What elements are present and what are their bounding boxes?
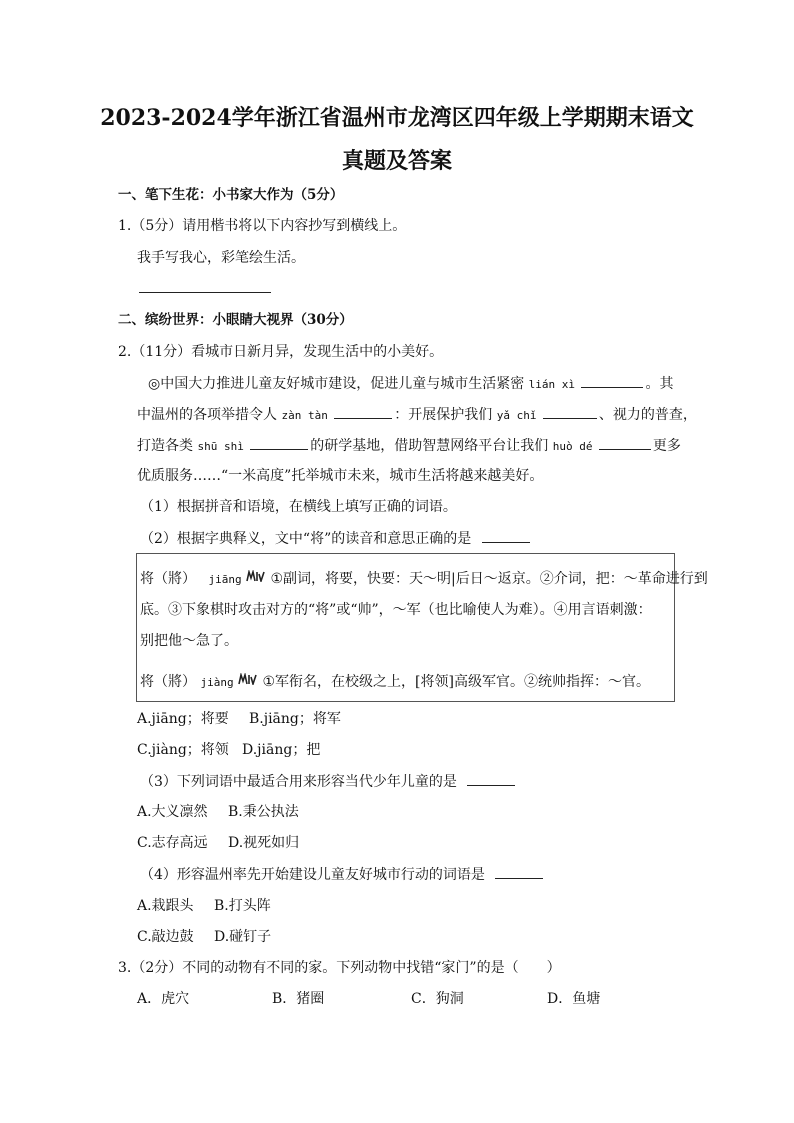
dict-pinyin: jiāng xyxy=(208,573,242,586)
passage-text: 中温州的各项举措令人 xyxy=(137,407,277,423)
q1-stem: 1.（5分）请用楷书将以下内容抄写到横线上。 xyxy=(118,218,407,234)
blank-shushi[interactable] xyxy=(250,435,308,450)
option-2d[interactable]: D.jiāng；把 xyxy=(242,742,321,758)
q2-sub4 xyxy=(140,864,545,885)
option-2c[interactable]: C.jiàng；将领 xyxy=(137,742,229,758)
passage-text: 更多 xyxy=(652,438,681,454)
option-4c[interactable]: C.敲边鼓 xyxy=(137,929,194,945)
pinyin-huode: huò dé xyxy=(552,440,593,453)
q1-answer-line[interactable] xyxy=(137,278,273,299)
option-3a[interactable]: A.大义凛然 xyxy=(137,804,208,820)
pinyin-shushi: shū shì xyxy=(197,440,244,453)
option-4d[interactable]: D.碰钉子 xyxy=(214,929,272,945)
dict-definition: ①军衔名，在校级之上，[将领]高级军官。②统帅指挥：～官。 xyxy=(262,674,650,690)
sub3-text: （3）下列词语中最适合用来形容当代少年儿童的是 xyxy=(140,774,457,790)
passage-text: 、视力的普查， xyxy=(598,407,697,423)
option-q3c[interactable]: C．狗洞 xyxy=(411,991,464,1007)
q2-passage-line2 xyxy=(137,404,697,426)
audio-stamp-icon xyxy=(238,673,258,685)
answer-blank[interactable] xyxy=(495,864,543,879)
passage-text: ◎中国大力推进儿童友好城市建设，促进儿童与城市生活紧密 xyxy=(148,376,525,392)
doc-title-line2: 真题及答案 xyxy=(341,148,452,174)
q3-stem: 3.（2分）不同的动物有不同的家。下列动物中找错“家门”的是（ ） xyxy=(118,960,561,976)
option-4b[interactable]: B.打头阵 xyxy=(214,898,271,914)
section-2-heading: 二、缤纷世界：小眼睛大视界（30分） xyxy=(118,312,353,328)
q2-sub3 xyxy=(140,771,517,792)
passage-text: 的研学基地，借助智慧网络平台让我们 xyxy=(310,438,549,454)
passage-text: 。其 xyxy=(645,376,674,392)
option-3d[interactable]: D.视死如归 xyxy=(228,835,300,851)
q2-passage-line1 xyxy=(148,373,673,395)
blank-huode[interactable] xyxy=(599,435,651,450)
passage-text: 打造各类 xyxy=(137,438,193,454)
q2-passage-line4: 优质服务……“一米高度”托举城市未来，城市生活将越来越美好。 xyxy=(137,468,544,484)
dict-entry1-line3: 别把他～急了。 xyxy=(140,633,238,649)
dict-pinyin: jiàng xyxy=(200,676,234,689)
option-q3b[interactable]: B．猪圈 xyxy=(272,991,325,1007)
blank-yachi[interactable] xyxy=(543,404,597,419)
option-3b[interactable]: B.秉公执法 xyxy=(228,804,299,820)
dict-entry1-line1 xyxy=(140,569,708,590)
q2-passage-line3 xyxy=(137,435,681,457)
option-q3d[interactable]: D．鱼塘 xyxy=(547,991,601,1007)
q1-copy-text: 我手写我心，彩笔绘生活。 xyxy=(137,250,305,266)
sub4-text: （4）形容温州率先开始建设儿童友好城市行动的词语是 xyxy=(140,867,485,883)
blank-zantan[interactable] xyxy=(334,404,392,419)
pinyin-yachi: yǎ chǐ xyxy=(496,409,537,422)
q2-sub2 xyxy=(140,528,532,549)
option-3c[interactable]: C.志存高远 xyxy=(137,835,208,851)
option-4a[interactable]: A.栽跟头 xyxy=(137,898,194,914)
passage-text: ：开展保护我们 xyxy=(394,407,493,423)
audio-stamp-icon xyxy=(246,570,266,582)
pinyin-zantan: zàn tàn xyxy=(281,409,328,422)
dict-entry2 xyxy=(140,672,650,693)
dict-entry1-line2: 底。③下象棋时攻击对方的“将”或“帅”，～军（也比喻使人为难）。④用言语刺激： xyxy=(140,602,652,618)
sub2-text: （2）根据字典释义，文中“将”的读音和意思正确的是 xyxy=(140,531,472,547)
option-2a[interactable]: A.jiāng；将要 xyxy=(137,711,229,727)
pinyin-lianxi: lián xì xyxy=(528,378,576,391)
answer-blank[interactable] xyxy=(482,528,530,543)
dict-definition: ①副词，将要，快要：天～明|后日～返京。②介词，把：～革命进行到 xyxy=(270,571,708,587)
option-2b[interactable]: B.jiāng；将军 xyxy=(249,711,341,727)
q2-sub1: （1）根据拼音和语境，在横线上填写正确的词语。 xyxy=(140,499,457,515)
q2-stem: 2.（11分）看城市日新月异，发现生活中的小美好。 xyxy=(118,344,444,360)
section-1-heading: 一、笔下生花：小书家大作为（5分） xyxy=(118,187,344,203)
doc-title-line1: 2023-2024学年浙江省温州市龙湾区四年级上学期期末语文 xyxy=(100,105,694,131)
answer-blank[interactable] xyxy=(467,771,515,786)
blank-lianxi[interactable] xyxy=(581,373,643,388)
dict-headword: 将（將） xyxy=(140,571,196,587)
option-q3a[interactable]: A．虎穴 xyxy=(137,991,190,1007)
dict-headword: 将（將） xyxy=(140,674,196,690)
